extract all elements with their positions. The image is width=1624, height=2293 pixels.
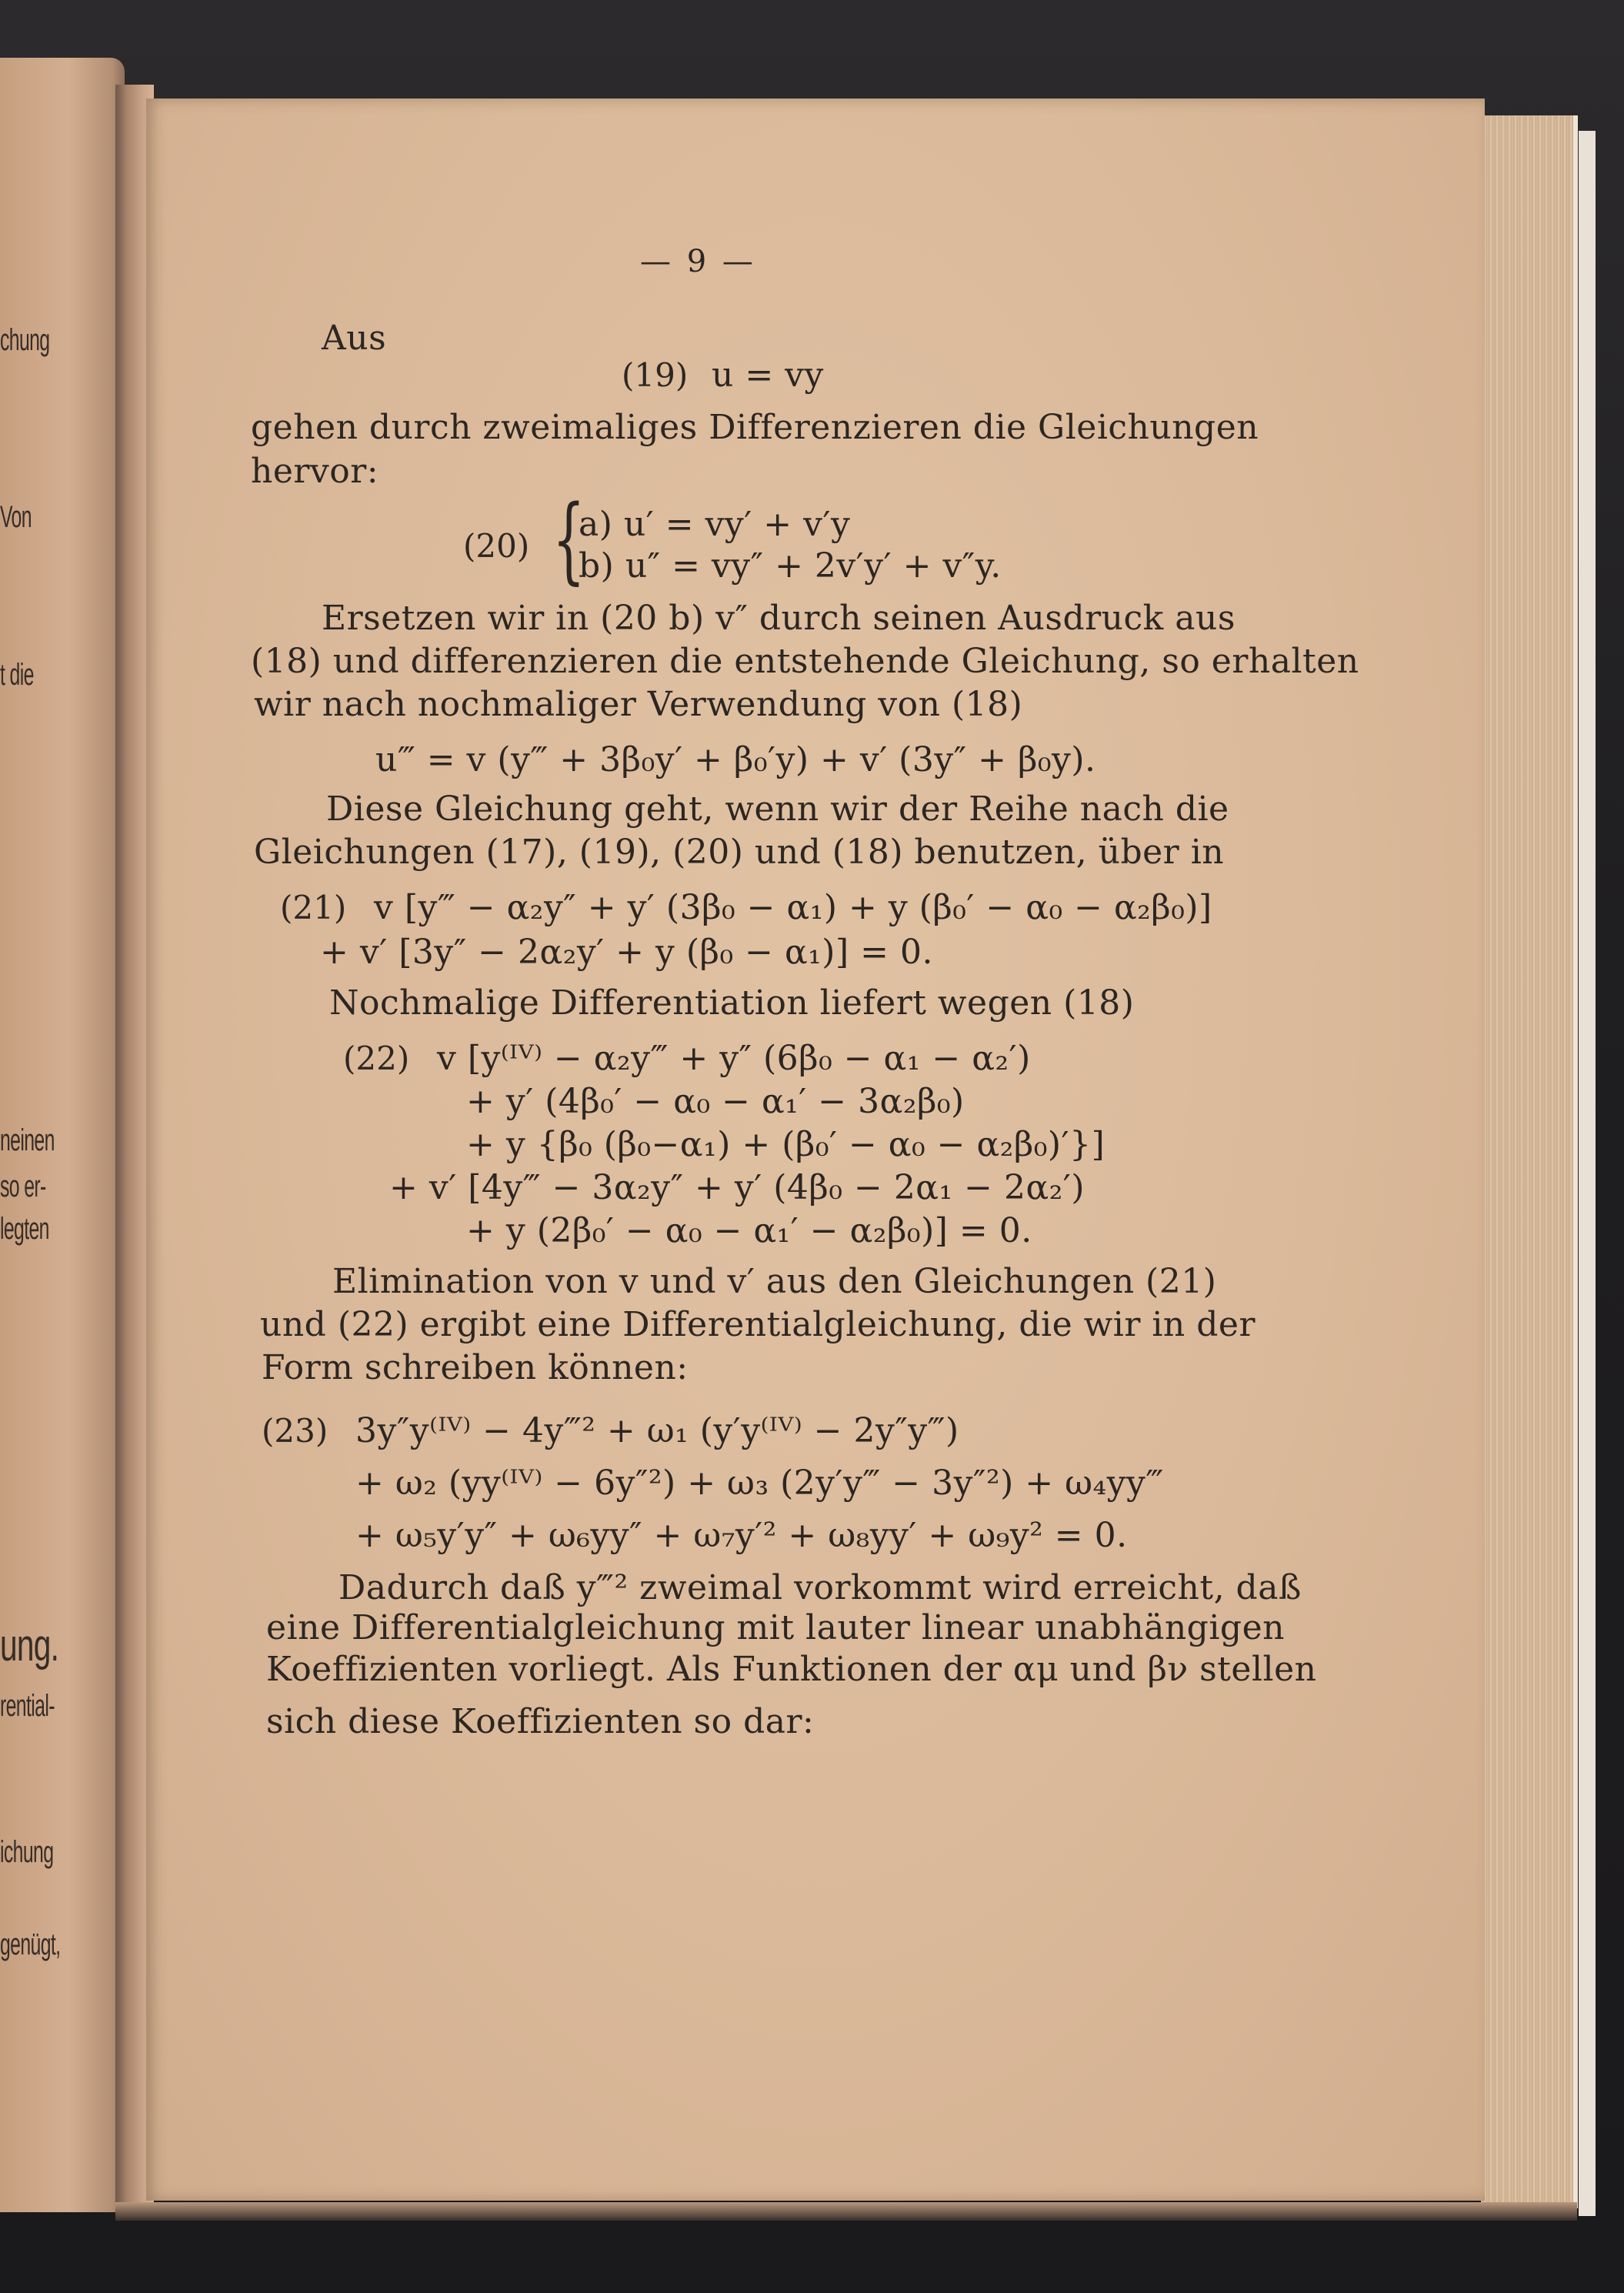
- left-page-fragment: ung.: [0, 1620, 59, 1671]
- equation-23-line: + ω₅y′y″ + ω₆yy″ + ω₇y′² + ω₈yy′ + ω₉y² = 0.: [355, 1516, 1128, 1555]
- equation-22-line: + y′ (4β₀′ − α₀ − α₁′ − 3α₂β₀): [466, 1082, 965, 1121]
- equation-number: (20): [463, 527, 530, 565]
- paragraph-line: Elimination von v und v′ aus den Gleichungen (21): [332, 1262, 1217, 1301]
- left-page-fragment: t die: [0, 658, 34, 692]
- equation-number: (23): [262, 1412, 328, 1450]
- left-page-fragment: chung: [0, 323, 50, 357]
- left-page-fragment: ichung: [0, 1835, 54, 1869]
- paragraph-line: Dadurch daß y‴² zweimal vorkommt wird erreicht, daß: [338, 1568, 1302, 1607]
- paragraph-line: und (22) ergibt eine Differentialgleichung, die wir in der: [260, 1305, 1256, 1344]
- paragraph-line: Ersetzen wir in (20 b) v″ durch seinen Ausdruck aus: [322, 599, 1236, 638]
- equation-u-third: u‴ = v (y‴ + 3β₀y′ + β₀′y) + v′ (3y″ + β₀y).: [375, 740, 1096, 779]
- paragraph-line: sich diese Koeffizienten so dar:: [266, 1702, 815, 1741]
- left-page-fragment: neinen: [0, 1123, 55, 1157]
- paragraph-line: Koeffizienten vorliegt. Als Funktionen der αμ und βν stellen: [266, 1650, 1317, 1689]
- paragraph-line: gehen durch zweimaliges Differenzieren die Gleichungen: [251, 408, 1259, 447]
- page-number: — 9 —: [640, 244, 756, 279]
- curly-brace: {: [552, 485, 585, 594]
- equation-22-line: + v′ [4y‴ − 3α₂y″ + y′ (4β₀ − 2α₁ − 2α₂′): [389, 1168, 1085, 1207]
- left-page-fragment: legten: [0, 1212, 49, 1246]
- equation-21-line: v [y‴ − α₂y″ + y′ (3β₀ − α₁) + y (β₀′ − α₀ − α₂β₀)]: [374, 888, 1212, 927]
- paragraph-line: Nochmalige Differentiation liefert wegen (18): [329, 983, 1135, 1023]
- equation-22-line: + y {β₀ (β₀−α₁) + (β₀′ − α₀ − α₂β₀)′}]: [466, 1125, 1105, 1164]
- paragraph-line: hervor:: [251, 452, 379, 491]
- left-page-fragment: Von: [0, 500, 32, 534]
- equation-number: (19): [622, 356, 689, 394]
- equation-number: (22): [343, 1040, 410, 1077]
- paragraph-line: wir nach nochmaliger Verwendung von (18): [254, 685, 1023, 724]
- paragraph-line: Form schreiben können:: [262, 1348, 689, 1387]
- equation-21-line: + v′ [3y″ − 2α₂y′ + y (β₀ − α₁)] = 0.: [320, 933, 933, 972]
- left-page-fragment: rential-: [0, 1689, 55, 1723]
- equation-19: u = vy: [712, 355, 824, 395]
- left-page-fragment: so er-: [0, 1170, 46, 1203]
- paragraph-line: Gleichungen (17), (19), (20) und (18) benutzen, über in: [254, 833, 1225, 872]
- paragraph-line: Diese Gleichung geht, wenn wir der Reihe nach die: [326, 789, 1229, 829]
- equation-22-line: + y (2β₀′ − α₀ − α₁′ − α₂β₀)] = 0.: [466, 1211, 1032, 1250]
- paragraph-line: Aus: [322, 319, 387, 358]
- paragraph-line: eine Differentialgleichung mit lauter linear unabhängigen: [266, 1608, 1285, 1647]
- equation-23-line: 3y″y⁽ᴵⱽ⁾ − 4y‴² + ω₁ (y′y⁽ᴵⱽ⁾ − 2y″y‴): [355, 1411, 959, 1450]
- equation-number: (21): [280, 889, 347, 926]
- equation-22-line: v [y⁽ᴵⱽ⁾ − α₂y‴ + y″ (6β₀ − α₁ − α₂′): [437, 1039, 1031, 1078]
- equation-20b: b) u″ = vy″ + 2v′y′ + v″y.: [579, 546, 1002, 586]
- left-page-fragment: genügt,: [0, 1928, 61, 1961]
- equation-20a: a) u′ = vy′ + v′y: [579, 505, 851, 544]
- paragraph-line: (18) und differenzieren die entstehende Gleichung, so erhalten: [251, 642, 1359, 681]
- equation-23-line: + ω₂ (yy⁽ᴵⱽ⁾ − 6y″²) + ω₃ (2y′y‴ − 3y″²) + ω₄yy‴: [355, 1464, 1164, 1503]
